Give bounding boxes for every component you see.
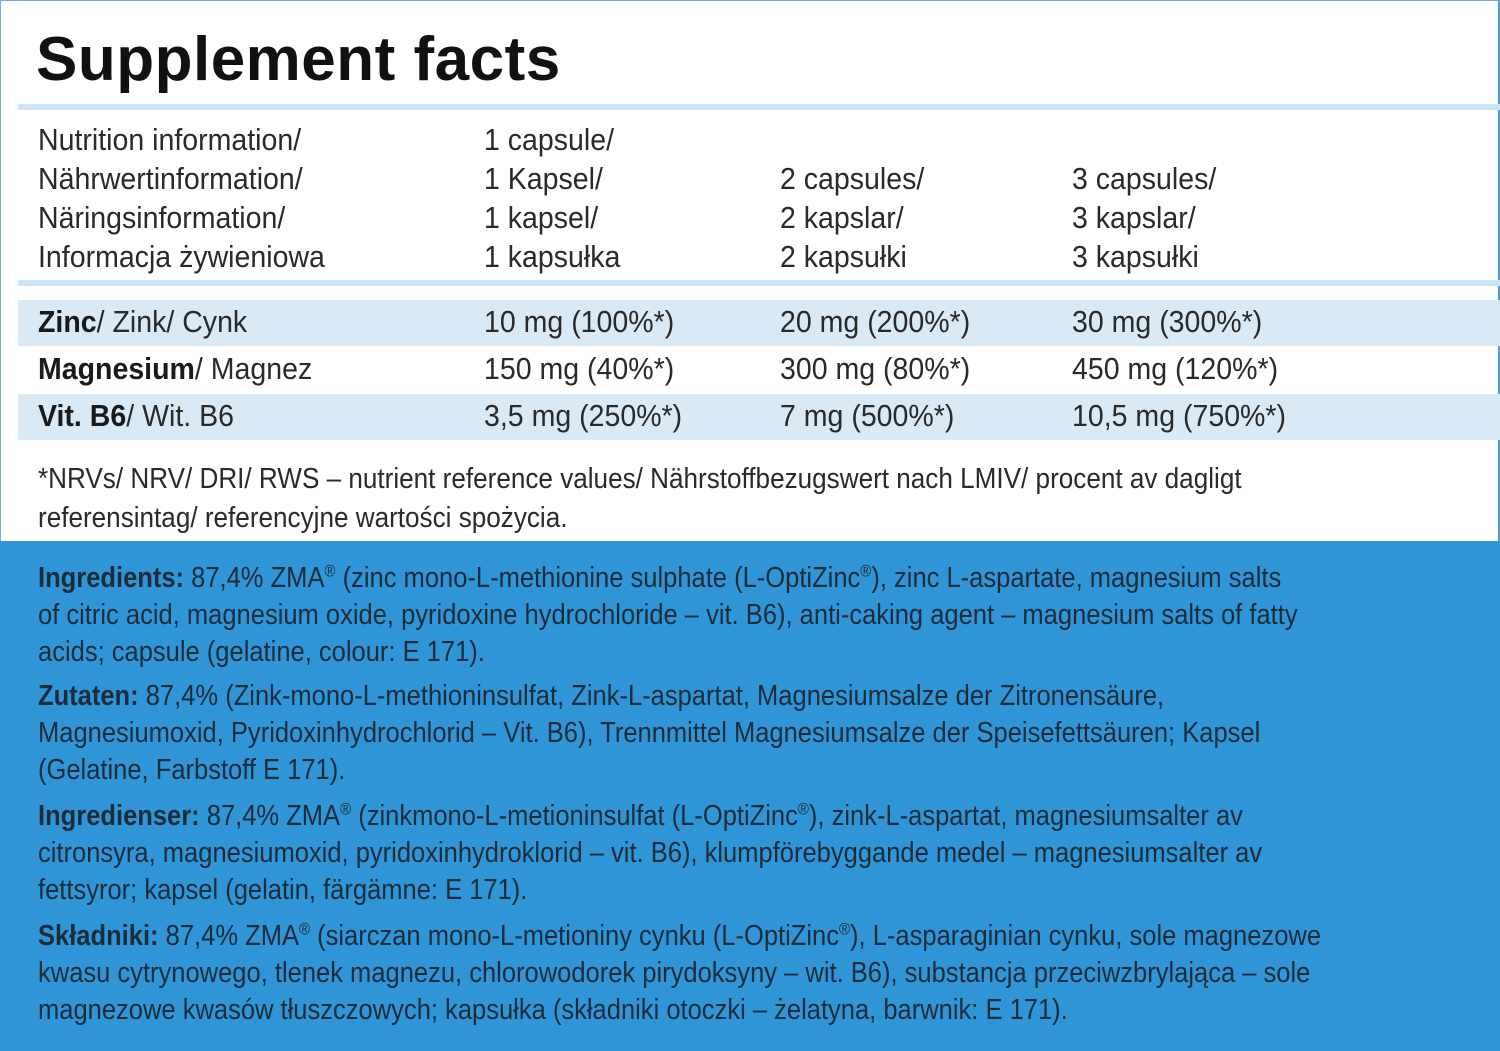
ingredients-line	[38, 918, 1446, 955]
nutrient-name	[38, 304, 247, 340]
footnote-line: referensintag/ referencyjne wartości spożycia.	[38, 502, 568, 534]
header-col1-line: 1 kapsułka	[484, 239, 621, 274]
ingredients-line: (Gelatine, Farbstoff E 171).	[38, 754, 346, 786]
divider	[18, 280, 1500, 286]
header-col2-line: 2 kapsułki	[780, 239, 907, 274]
nutrient-value-2: 300 mg (80%*)	[780, 351, 971, 386]
ingredients-line: acids; capsule (gelatine, colour: E 171).	[38, 636, 485, 668]
header-col-3-capsules	[1072, 159, 1216, 276]
header-col3-line: 3 kapsułki	[1072, 239, 1199, 274]
ingredients-label: Ingredients:	[38, 562, 185, 594]
header-col1-line: 1 Kapsel/	[484, 161, 603, 196]
nutrient-name	[38, 398, 234, 434]
ingredients-swedish	[38, 798, 1446, 909]
ingredients-text: (siarczan mono-L-metioniny cynku (L-OptiZinc	[310, 920, 840, 952]
nutrient-name-bold: Magnesium	[38, 351, 195, 386]
nutrient-value-1: 10 mg (100%*)	[484, 304, 675, 339]
nutrient-row-vit-b6	[18, 394, 1500, 440]
ingredients-english	[38, 560, 1446, 671]
registered-mark: ®	[797, 799, 809, 819]
nutrient-value-3: 10,5 mg (750%*)	[1072, 398, 1287, 433]
nutrient-name-bold: Zinc	[38, 304, 97, 339]
ingredients-text: (zinc mono-L-methionine sulphate (L-OptiZinc	[335, 562, 861, 594]
header-label-line: Näringsinformation/	[38, 200, 286, 235]
nutrient-value-3: 450 mg (120%*)	[1072, 351, 1279, 386]
header-label-column	[38, 120, 325, 276]
ingredients-line	[38, 560, 1446, 597]
ingredients-line: of citric acid, magnesium oxide, pyridoxine hydrochloride – vit. B6), anti-caking agent – magnesium salts of fatty	[38, 599, 1298, 631]
ingredients-text: ), L-asparaginian cynku, sole magnezowe	[850, 920, 1322, 952]
registered-mark: ®	[839, 919, 851, 939]
header-col1-line: 1 capsule/	[484, 122, 615, 157]
ingredients-line	[38, 678, 1446, 715]
nutrient-name-translations: / Magnez	[194, 351, 313, 386]
header-col-2-capsules	[780, 159, 924, 276]
registered-mark: ®	[324, 561, 336, 581]
registered-mark: ®	[860, 561, 872, 581]
page-title: Supplement facts	[36, 25, 561, 94]
ingredients-text: 87,4% ZMA	[184, 562, 325, 594]
ingredients-text: 87,4% ZMA	[199, 800, 341, 832]
ingredients-label: Zutaten:	[38, 680, 139, 712]
header-col3-line: 3 capsules/	[1072, 161, 1217, 196]
ingredients-line	[38, 798, 1446, 835]
registered-mark: ®	[340, 799, 352, 819]
ingredients-line: fettsyror; kapsel (gelatin, färgämne: E 171).	[38, 874, 528, 906]
registered-mark: ®	[298, 919, 311, 939]
ingredients-text: 87,4% ZMA	[158, 920, 299, 952]
header-col3-line: 3 kapslar/	[1072, 200, 1196, 235]
header-label-line: Informacja żywieniowa	[38, 239, 325, 274]
ingredients-text: (zinkmono-L-metioninsulfat (L-OptiZinc	[351, 800, 798, 832]
ingredients-text: 87,4% (Zink-mono-L-methioninsulfat, Zink-L-aspartat, Magnesiumsalze der Zitronensäure,	[138, 680, 1165, 712]
nutrient-value-1: 3,5 mg (250%*)	[484, 398, 683, 433]
nutrient-row-magnesium	[18, 347, 1500, 393]
nutrient-value-2: 7 mg (500%*)	[780, 398, 955, 433]
nutrient-value-1: 150 mg (40%*)	[484, 351, 675, 386]
header-col1-line: 1 kapsel/	[484, 200, 599, 235]
ingredients-german	[38, 678, 1446, 789]
footnote-line: *NRVs/ NRV/ DRI/ RWS – nutrient reference values/ Nährstoffbezugswert nach LMIV/ procent av dagligt	[38, 463, 1242, 495]
ingredients-text: ), zinc L-aspartate, magnesium salts	[871, 562, 1282, 594]
nutrient-value-2: 20 mg (200%*)	[780, 304, 971, 339]
ingredients-line: Magnesiumoxid, Pyridoxinhydrochlorid – Vit. B6), Trennmittel Magnesiumsalze der Speisefettsäuren; Kapsel	[38, 717, 1261, 749]
nutrient-name-translations: / Wit. B6	[126, 398, 235, 433]
nutrient-name-bold: Vit. B6	[38, 398, 127, 433]
header-col2-line: 2 kapslar/	[780, 200, 904, 235]
ingredients-line: citronsyra, magnesiumoxid, pyridoxinhydroklorid – vit. B6), klumpförebyggande medel – magnesiumsalter av	[38, 837, 1263, 869]
nutrient-row-zinc	[18, 300, 1500, 346]
nutrient-value-3: 30 mg (300%*)	[1072, 304, 1263, 339]
nutrient-name-translations: / Zink/ Cynk	[96, 304, 248, 339]
ingredients-polish	[38, 918, 1446, 1029]
header-label-line: Nutrition information/	[38, 122, 302, 157]
ingredients-line: kwasu cytrynowego, tlenek magnezu, chlorowodorek pirydoksyny – wit. B6), substancja przeciwzbrylająca – sole	[38, 957, 1311, 989]
ingredients-text: ), zink-L-aspartat, magnesiumsalter av	[808, 800, 1243, 832]
nrv-footnote	[38, 460, 1442, 538]
divider	[18, 104, 1500, 110]
header-col2-line: 2 capsules/	[780, 161, 925, 196]
header-label-line: Nährwertinformation/	[38, 161, 303, 196]
ingredients-line: magnezowe kwasów tłuszczowych; kapsułka (składniki otoczki – żelatyna, barwnik: E 171).	[38, 994, 1068, 1026]
header-col-1-capsule	[484, 120, 620, 276]
ingredients-label: Ingredienser:	[38, 800, 200, 832]
nutrient-name	[38, 351, 312, 387]
ingredients-label: Składniki:	[38, 920, 159, 952]
